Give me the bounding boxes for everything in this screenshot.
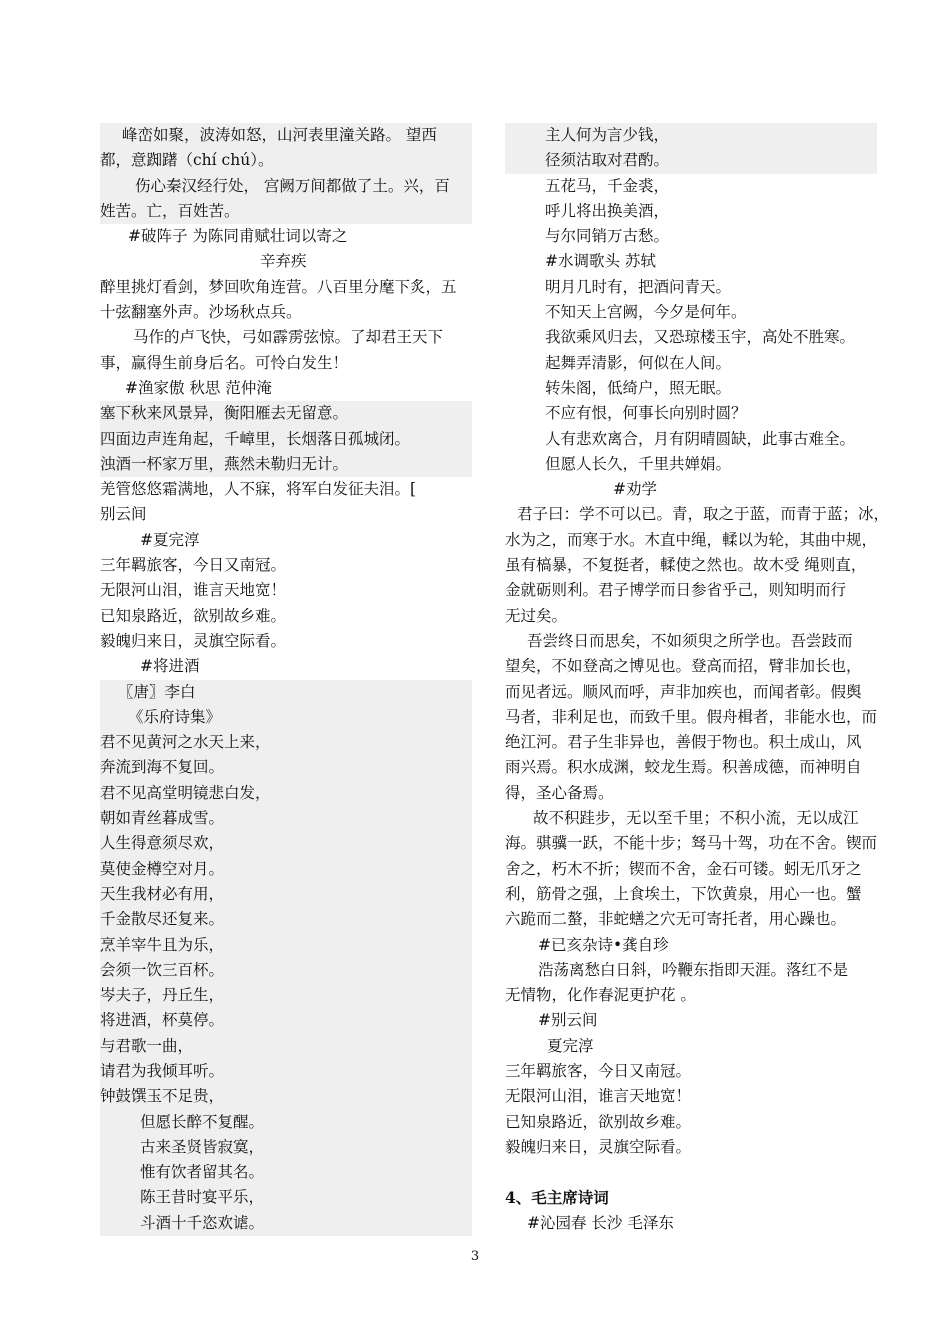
text-line: 人有悲欢离合，月有阴晴圆缺，此事古难全。 bbox=[545, 429, 856, 448]
text-line: 钟鼓馔玉不足贵， bbox=[100, 1084, 472, 1109]
text-line: 望矣，不如登高之博见也。登高而招，臂非加长也， bbox=[505, 657, 862, 676]
text-line: 醉里挑灯看剑，梦回吹角连营。八百里分麾下炙，五 bbox=[100, 277, 457, 296]
page-number: 3 bbox=[470, 1249, 480, 1264]
text-line: 斗酒十千恣欢谑。 bbox=[100, 1211, 472, 1236]
text-line: 〖唐〗李白 bbox=[100, 680, 472, 705]
text-line: #将进酒 bbox=[140, 657, 200, 676]
text-line: 夏完淳 bbox=[547, 1036, 594, 1055]
text-line: 无过矣。 bbox=[505, 606, 568, 625]
text-line: 不知天上宫阙，今夕是何年。 bbox=[545, 303, 747, 322]
text-line: 千金散尽还复来。 bbox=[100, 907, 472, 932]
text-line: 事，赢得生前身后名。可怜白发生！ bbox=[100, 353, 349, 372]
text-line: 三年羁旅客，今日又南冠。 bbox=[505, 1061, 692, 1080]
text-line: 马者，非利足也，而致千里。假舟楫者，非能水也，而 bbox=[505, 707, 878, 726]
text-line: #别云间 bbox=[538, 1011, 598, 1030]
text-line: 起舞弄清影，何似在人间。 bbox=[545, 353, 732, 372]
text-line: 而见者远。顺风而呼，声非加疾也，而闻者彰。假舆 bbox=[505, 682, 862, 701]
text-line: 奔流到海不复回。 bbox=[100, 755, 472, 780]
text-line: 主人何为言少钱， bbox=[505, 123, 877, 148]
text-line: 得，圣心备焉。 bbox=[505, 783, 614, 802]
text-line: 吾尝终日而思矣，不如须臾之所学也。吾尝跂而 bbox=[527, 631, 853, 650]
text-line: 径须沽取对君酌。 bbox=[505, 148, 877, 173]
text-line: 岑夫子，丹丘生， bbox=[100, 983, 472, 1008]
text-line: 莫使金樽空对月。 bbox=[100, 857, 472, 882]
text-line: #水调歌头 苏轼 bbox=[545, 252, 656, 271]
text-line: 明月几时有，把酒问青天。 bbox=[545, 277, 732, 296]
text-line: 水为之，而寒于水。木直中绳，輮以为轮，其曲中规， bbox=[505, 530, 878, 549]
text-line: 《乐府诗集》 bbox=[100, 705, 472, 730]
text-line: 四面边声连角起，千嶂里，长烟落日孤城闭。 bbox=[100, 427, 472, 452]
text-line: 烹羊宰牛且为乐， bbox=[100, 933, 472, 958]
text-line: 会须一饮三百杯。 bbox=[100, 958, 472, 983]
text-line: 将进酒，杯莫停。 bbox=[100, 1008, 472, 1033]
text-line: 朝如青丝暮成雪。 bbox=[100, 806, 472, 831]
text-line: 别云间 bbox=[100, 505, 147, 524]
text-line: 请君为我倾耳听。 bbox=[100, 1059, 472, 1084]
text-line: 姓苦。亡，百姓苦。 bbox=[100, 199, 472, 224]
text-line: 君不见黄河之水天上来， bbox=[100, 730, 472, 755]
text-line: 但愿长醉不复醒。 bbox=[100, 1110, 472, 1135]
text-line: #破阵子 为陈同甫赋壮词以寄之 bbox=[128, 227, 348, 246]
text-line: 天生我材必有用， bbox=[100, 882, 472, 907]
text-line: 峰峦如聚，波涛如怒，山河表里潼关路。 望西 bbox=[100, 123, 472, 148]
text-line: 六跪而二螯，非蛇蟮之穴无可寄托者，用心躁也。 bbox=[505, 910, 847, 929]
text-line: #渔家傲 秋思 范仲淹 bbox=[125, 378, 272, 397]
text-line: 塞下秋来风景异，衡阳雁去无留意。 bbox=[100, 401, 472, 426]
text-line: 无限河山泪，谁言天地宽！ bbox=[505, 1087, 692, 1106]
text-line: 伤心秦汉经行处， 宫阙万间都做了土。兴，百 bbox=[100, 174, 472, 199]
text-line: 雨兴焉。积水成渊，蛟龙生焉。积善成德，而神明自 bbox=[505, 758, 862, 777]
text-line: 呼儿将出换美酒， bbox=[545, 201, 670, 220]
text-line: 故不积跬步，无以至千里；不积小流，无以成江 bbox=[533, 809, 859, 828]
text-line: 浊酒一杯家万里，燕然未勒归无计。 bbox=[100, 452, 472, 477]
text-line: 与君歌一曲， bbox=[100, 1034, 472, 1059]
text-line: 已知泉路近，欲别故乡难。 bbox=[100, 606, 287, 625]
text-line: 已知泉路近，欲别故乡难。 bbox=[505, 1112, 692, 1131]
text-line: 三年羁旅客，今日又南冠。 bbox=[100, 556, 287, 575]
text-line: 但愿人长久，千里共婵娟。 bbox=[545, 454, 732, 473]
text-line: 海。骐骥一跃，不能十步；驽马十驾，功在不舍。锲而 bbox=[505, 834, 878, 853]
text-line: 与尔同销万古愁。 bbox=[545, 227, 670, 246]
text-line: 君子曰：学不可以已。青，取之于蓝，而青于蓝；冰， bbox=[517, 505, 890, 524]
text-line: 无情物，化作春泥更护花 。 bbox=[505, 986, 696, 1005]
text-line: 辛弃疾 bbox=[260, 252, 307, 271]
text-line: #夏完淳 bbox=[140, 530, 200, 549]
text-line: 4、毛主席诗词 bbox=[505, 1188, 609, 1208]
text-line: 古来圣贤皆寂寞， bbox=[100, 1135, 472, 1160]
text-line: 利，筋骨之强，上食埃土，下饮黄泉，用心一也。蟹 bbox=[505, 884, 862, 903]
text-line: 不应有恨，何事长向别时圆？ bbox=[545, 404, 747, 423]
text-line: 虽有槁暴，不复挺者，輮使之然也。故木受 绳则直， bbox=[505, 556, 867, 575]
text-line: 浩荡离愁白日斜，吟鞭东指即天涯。落红不是 bbox=[538, 960, 849, 979]
text-line: 都，意踟躇（chí chú）。 bbox=[100, 148, 472, 173]
text-line: 毅魄归来日，灵旗空际看。 bbox=[505, 1137, 692, 1156]
text-line: 君不见高堂明镜悲白发， bbox=[100, 781, 472, 806]
text-line: 舍之，朽木不折；锲而不舍，金石可镂。蚓无爪牙之 bbox=[505, 859, 862, 878]
text-line bbox=[505, 1160, 877, 1185]
left-column bbox=[100, 123, 472, 1236]
text-line: 五花马，千金裘， bbox=[545, 176, 670, 195]
text-line: 惟有饮者留其名。 bbox=[100, 1160, 472, 1185]
text-line: 绝江河。君子生非异也，善假于物也。积土成山，风 bbox=[505, 733, 862, 752]
text-line: 马作的卢飞快，弓如霹雳弦惊。了却君王天下 bbox=[133, 328, 444, 347]
text-line: 我欲乘风归去，又恐琼楼玉宇，高处不胜寒。 bbox=[545, 328, 856, 347]
text-line: 金就砺则利。君子博学而日参省乎己，则知明而行 bbox=[505, 581, 847, 600]
text-line: #沁园春 长沙 毛泽东 bbox=[527, 1213, 674, 1232]
text-line: 陈王昔时宴平乐， bbox=[100, 1185, 472, 1210]
text-line: #已亥杂诗•龚自珍 bbox=[538, 935, 669, 954]
text-line: 人生得意须尽欢， bbox=[100, 831, 472, 856]
text-line: #劝学 bbox=[613, 480, 657, 499]
text-line: 羌管悠悠霜满地，人不寐，将军白发征夫泪。[ bbox=[100, 480, 417, 499]
text-line: 毅魄归来日，灵旗空际看。 bbox=[100, 631, 287, 650]
text-line: 无限河山泪，谁言天地宽！ bbox=[100, 581, 287, 600]
text-line: 转朱阁，低绮户，照无眠。 bbox=[545, 378, 732, 397]
text-line: 十弦翻塞外声。沙场秋点兵。 bbox=[100, 303, 302, 322]
right-column bbox=[505, 123, 890, 1236]
